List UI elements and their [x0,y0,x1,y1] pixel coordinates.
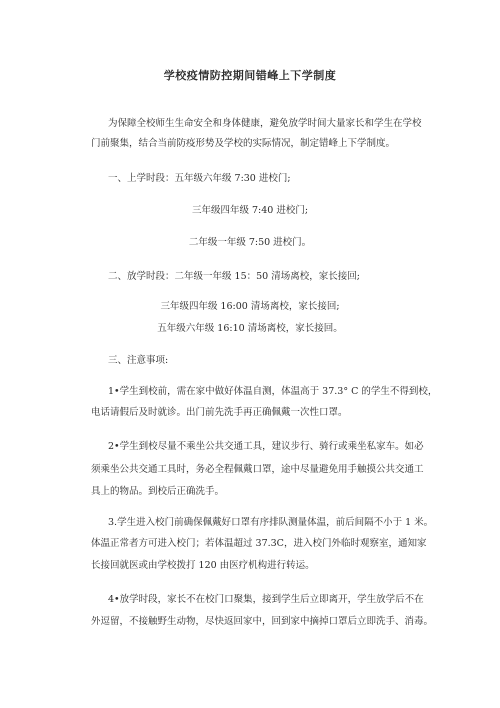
section1-line-1: 三年级四年级 7:40 进校门; [191,205,309,216]
item3-line-3: 长接回就医或由学校拨打 120 由医疗机构进行转运。 [91,560,315,571]
intro-line-1: 为保障全校师生生命安全和身体健康，避免放学时间大量家长和学生在学校 [108,118,422,129]
item3-line-1: 3.学生进入校门前确保佩戴好口罩有序排队测量体温，前后间隔不小于 1 米。 [108,517,434,528]
document-title: 学校疫情防控期间错峰上下学制度 [163,69,337,82]
item3-line-2: 体温正常者方可进入校门；若体温超过 37.3C，进入校门外临时观察室，通知家 [91,538,427,549]
section2-line-1: 三年级四年级 16:00 清场离校，家长接回; [160,301,340,312]
intro-line-2: 门前聚集，结合当前防疫形势及学校的实际情况，制定错峰上下学制度。 [91,138,396,149]
item1-line-1: 1•学生到校前，需在家中做好体温自测，体温高于 37.3° C 的学生不得到校， [108,386,438,397]
section1-line-2: 二年级一年级 7:50 进校门。 [188,237,312,248]
item4-line-1: 4•放学时段，家长不在校门口聚集，接到学生后立即离开，学生放学后不在 [108,594,424,605]
section1-heading: 一、上学时段：五年级六年级 7:30 进校门; [108,173,291,184]
item4-line-2: 外逗留，不接触野生动物，尽快返回家中，回到家中摘掉口罩后立即洗手、消毒。 [91,616,434,627]
item1-line-2: 电话请假后及时就诊。出门前先洗手再正确佩戴一次性口罩。 [91,407,348,418]
item2-line-1: 2•学生到校尽量不乘坐公共交通工具，建议步行、骑行或乘坐私家车。如必 [108,441,424,452]
item2-line-3: 具上的物品。到校后正确洗手。 [91,486,225,497]
section2-heading: 二、放学时段：二年级一年级 15：50 清场离校，家长接回; [108,271,360,282]
section3-heading: 三、注意事项: [108,355,169,366]
item2-line-2: 须乘坐公共交通工具时，务必全程佩戴口罩，途中尽量避免用手触摸公共交通工 [91,464,424,475]
section2-line-2: 五年级六年级 16:10 清场离校，家长接回。 [157,323,343,334]
